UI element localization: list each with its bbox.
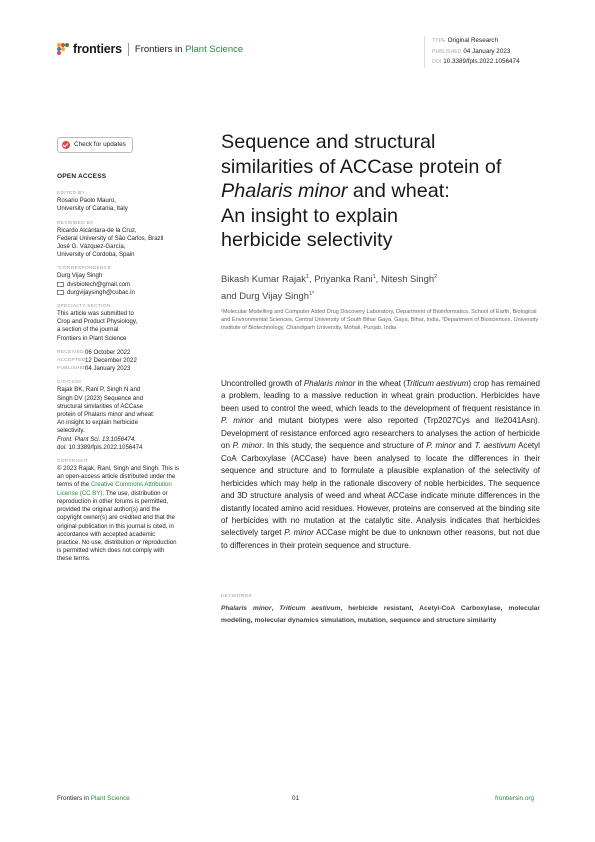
author-name: and Durg Vijay Singh	[221, 289, 309, 301]
citation: Rajak BK, Rani P, Singh N and Singh DV (2023) Sequence and structural similarities of ACCase protein of Phalaris minor and wheat: An insight to explain herbicide selectivity. Front. Plant Sci. 13:1056474. doi: 10.3389/fpls.2022.1056474	[57, 386, 155, 451]
copyright: © 2023 Rajak, Rani, Singh and Singh. This is an open-access article distributed under the terms of the Creative Commons Attribution License (CC BY). The use, distribution or reproduction in other forums is permitted, provided the original author(s) and the copyright owner(s) are credited and that the original publication in this journal is cited, in accordance with accepted academic practice. No use, distribution or reproduction is permitted which does not comply with these terms.	[57, 465, 179, 563]
author-name: Bikash Kumar Rajak	[221, 273, 306, 285]
journal-logo[interactable]	[57, 41, 243, 57]
sidebar: Check for updates OPEN ACCESS EDITED BY Rosario Paolo Mauro, University of Catania, Italy REVIEWED BY Ricardo Alcántara-de la Cruz, Federal University of São Carlos, Brazil José G. Vázquez-García, University of Cordoba, Spain *CORRESPONDENCE Durg Vijay Singh dvsbiotech@gmail.com durgvijaysingh@cubac.in SPECIALTY SECTION This article was submitted to Crop and Product Physiology, a section of the journal Frontiers in Plant Science RECEIVED 06 October 2022 ACCEPTED 12 December 2022 PUBLISHED 04 January 2023 CITATION Rajak BK, Rani P, Singh N and Singh DV (2023) Sequence and structural similarities of ACCase protein of Phalaris minor and wheat: An insight to explain herbicide selectivity. Front. Plant Sci. 13:1056474. doi: 10.3389/fpls.2022.1056474 COPYRIGHT © 2023 Rajak, Rani, Singh and Singh. This is an open-access article distributed under the terms of the Creative Commons Attribution License (CC BY). The use, distribution or reproduction in other forums is permitted, provided the original author(s) and the copyright owner(s) are credited and that the original publication in this journal is cited, in accordance with accepted academic practice. No use, distribution or reproduction is permitted which does not comply with these terms.	[57, 137, 185, 570]
check-updates-icon	[62, 141, 70, 149]
doi-link[interactable]: 10.3389/fpls.2022.1056474	[443, 58, 520, 65]
correspondence: Durg Vijay Singh dvsbiotech@gmail.com durgvijaysingh@cubac.in	[57, 272, 185, 297]
published-date: 04 January 2023	[463, 47, 511, 55]
journal-name: Frontiers in Plant Science	[134, 43, 244, 55]
brand-name: frontiers	[73, 42, 122, 56]
check-updates-button[interactable]: Check for updates	[57, 137, 133, 153]
footer-site-link[interactable]: frontiersin.org	[495, 795, 535, 802]
email-link[interactable]: durgvijaysingh@cubac.in	[57, 289, 185, 297]
author-list: Bikash Kumar Rajak$^1$, Priyanka Rani$^1$, Nitesh Singh$^2$ and Durg Vijay Singh$^{1*}$	[221, 273, 438, 301]
page-number: 01	[292, 795, 300, 802]
mail-icon	[57, 282, 64, 287]
keywords-label: KEYWORDS	[221, 594, 252, 599]
open-access-label: OPEN ACCESS	[57, 173, 107, 180]
reviewers: Ricardo Alcántara-de la Cruz, Federal University of São Carlos, Brazil José G. Vázquez-García, University of Cordoba, Spain	[57, 226, 164, 259]
article-meta: TYPE Original Research PUBLISHED 04 January 2023 DOI 10.3389/fpls.2022.1056474	[424, 36, 562, 68]
footer-journal: Frontiers in Plant Science	[57, 795, 130, 802]
email-link[interactable]: dvsbiotech@gmail.com	[57, 281, 185, 289]
author-name: Priyanka Rani	[314, 273, 373, 285]
license-link[interactable]: Creative Commons Attribution License (CC BY)	[57, 481, 172, 497]
abstract: Uncontrolled growth of Phalaris minor in the wheat (Triticum aestivum) crop has remained a problem, leading to a massive reduction in wheat grain production. Herbicides have been used to control the weed, which leads to the development of frequent resistance in P. minor and mutant biotypes were also reported (Trp2027Cys and Ile2041Asn). Development of resistance enforced agro researchers to analyses the action of herbicide on P. minor. In this study, the sequence and structure of P. minor and T. aestivum Acetyl CoA Carboxylase (ACCase) have been analysed to locate the differences in their sequence and structure and to formulate a plausible explanation of the selectivity of herbicides which may help in the rationale discovery of noble herbicides. The sequence and 3D structure analysis of weed and wheat ACCase indicate minute differences in the distantly located amino acid residues. However, proteins are conserved at the binding site of herbicides with no mutation at the catalytic site. Analysis indicates that herbicides selectively target P. minor ACCase might be due to unknown other reasons, but not due to differences in their protein sequence and structure.	[221, 379, 540, 550]
author-name: Nitesh Singh	[380, 273, 435, 285]
logo-divider	[128, 43, 129, 56]
editor: Rosario Paolo Mauro, University of Catania, Italy	[57, 197, 128, 213]
mail-icon	[57, 290, 64, 295]
affiliations: ¹Molecular Modelling and Computer Aided Drug Discovery Laboratory, Department of Bioinformatics, School of Earth, Biological and Environmental Sciences, Central University of South Bihar Gaya, Gaya, Bihar, India, ²Department of Biosciences, University Institute of Biotechnology, Chandigarh University, Mohali, Punjab, India	[221, 309, 539, 332]
article-dates: RECEIVED 06 October 2022 ACCEPTED 12 December 2022 PUBLISHED 04 January 2023	[57, 348, 137, 373]
specialty-section: This article was submitted to Crop and Product Physiology, a section of the journal Frontiers in Plant Science	[57, 310, 138, 342]
article-title: Sequence and structural similarities of ACCase protein of Phalaris minor and wheat: An insight to explain herbicide selectivity	[221, 131, 502, 251]
keywords: Phalaris minor, Triticum aestivum, herbicide resistant, Acetyl-CoA Carboxylase, molecular modeling, molecular dynamics simulation, mutation, sequence and structure similarity	[221, 605, 540, 624]
frontiers-logo-icon	[57, 43, 69, 55]
article-type: Original Research	[447, 37, 498, 44]
